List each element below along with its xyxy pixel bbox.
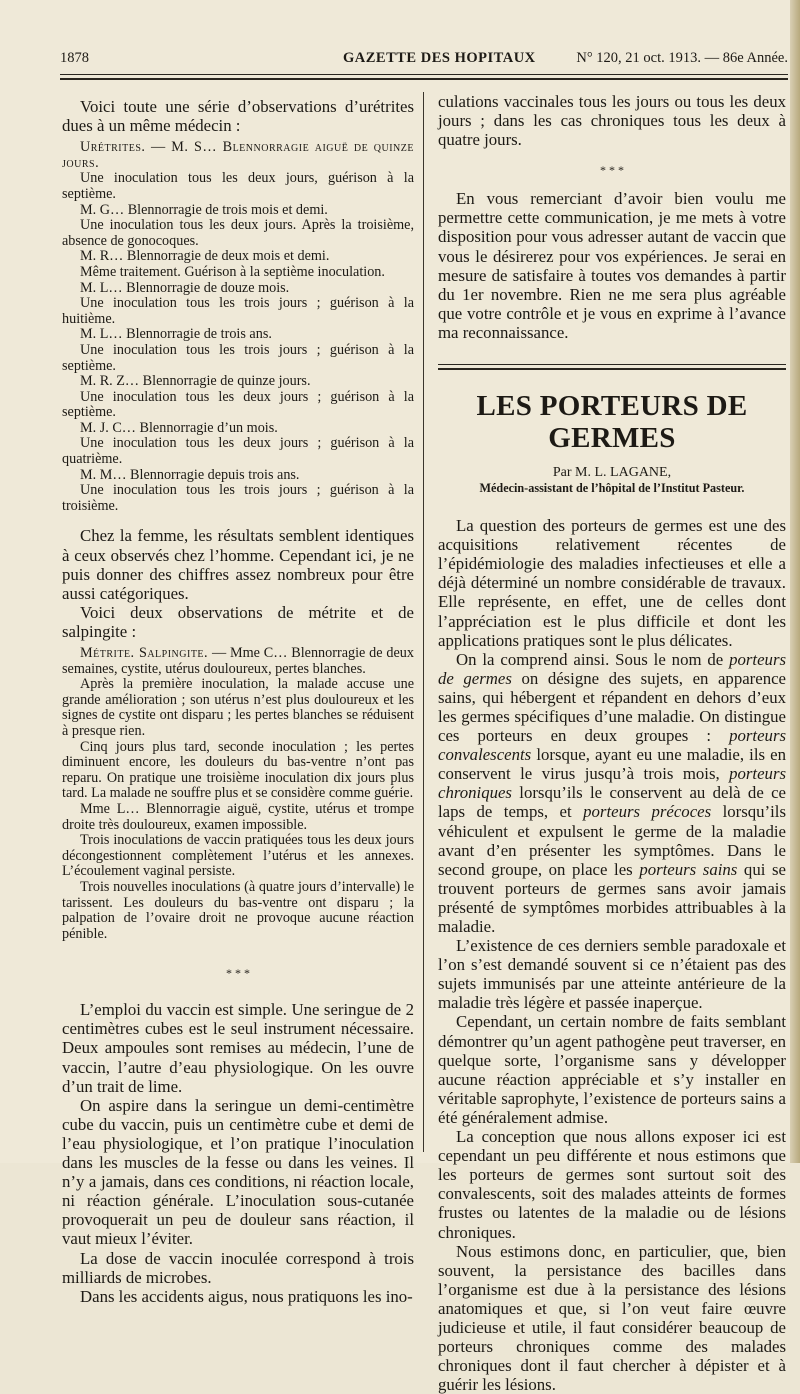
observation-treatment: Une inoculation tous les trois jours ; guérison à la huitième.	[62, 295, 414, 327]
metritis-case-1: Métrite. Salpingite. — Mme C… Blennorragie de deux semaines, cystite, utérus douloureux, pertes blanches.	[62, 645, 414, 677]
right-column	[438, 92, 786, 1394]
thanks-paragraph: En vous remerciant d’avoir bien voulu me permettre cette communication, je me mets à votre disposition pour vous adresser autant de vaccin que vous le désirerez pour vos expériences. Je serai en mesure de satisfaire à toutes vos demandes à partir du 1er novembre. Rien ne me sera plus agréable que votre contrôle et je vous en exprime à l’avance ma reconnaissance.	[438, 189, 786, 342]
left-column	[62, 97, 414, 1306]
issue-info: N° 120, 21 oct. 1913. — 86e Année.	[576, 50, 788, 66]
metritis-paragraph: Après la première inoculation, la malade accuse une grande amélioration ; son utérus n’est plus douloureux et les signes de cystite ont disparu ; les pertes blanches se réduisent à presque rien.	[62, 676, 414, 739]
observation-head: M. M… Blennorragie depuis trois ans.	[80, 466, 300, 483]
header-rule-bottom	[60, 78, 788, 80]
byline: Par M. L. LAGANE,	[552, 465, 672, 481]
intro-paragraph: Voici toute une série d’observations d’urétrites dues à un même médecin :	[62, 97, 414, 136]
article-paragraph: L’existence de ces derniers semble paradoxale et l’on s’est demandé souvent si ce n’étaient pas des sujets immunisés par une atteinte antérieure de la maladie très légère et passée inaperçue.	[438, 936, 786, 1013]
metritis-paragraph: Trois nouvelles inoculations (à quatre jours d’intervalle) le tarissent. Les douleurs du bas-ventre ont disparu ; la palpation de l’ovaire droit ne provoque aucune réaction pénible.	[62, 878, 414, 942]
observation-treatment: Une inoculation tous les trois jours ; guérison à la troisième.	[62, 482, 414, 514]
metritis-observations	[62, 646, 414, 942]
vaccine-paragraph: L’emploi du vaccin est simple. Une seringue de 2 centimètres cubes est le seul instrument nécessaire. Deux ampoules sont remises au médecin, l’une de vaccin, l’autre d’eau physiologique. On les ouvre d’un trait de lime.	[62, 1000, 414, 1096]
publication-title: GAZETTE DES HOPITAUX	[343, 50, 536, 66]
metritis-paragraph: Trois inoculations de vaccin pratiquées tous les deux jours décongestionnent complètement l’utérus et les annexes. L’écoulement vaginal persiste.	[62, 832, 414, 880]
affiliation: Médecin-assistant de l’hôpital de l’Institut Pasteur.	[479, 481, 745, 496]
page-number: 1878	[60, 50, 89, 66]
observation-head: M. J. C… Blennorragie d’un mois.	[80, 419, 278, 436]
observation-treatment: Même traitement. Guérison à la septième inoculation.	[80, 263, 385, 280]
observation-treatment: Une inoculation tous les trois jours ; guérison à la septième.	[62, 341, 414, 374]
metritis-label: Métrite. Salpingite.	[80, 645, 209, 661]
page-edge	[790, 0, 800, 1163]
observation-head: M. R… Blennorragie de deux mois et demi.	[80, 248, 330, 265]
column-divider	[423, 92, 424, 1152]
women-paragraph: Chez la femme, les résultats semblent identiques à ceux observés chez l’homme. Cependant ici, je ne puis donner des chiffres assez nombreux pour être aussi catégoriques.	[62, 526, 414, 603]
vaccine-paragraph: La dose de vaccin inoculée correspond à trois milliards de microbes.	[62, 1248, 414, 1287]
observation-treatment: Une inoculation tous les deux jours ; guérison à la septième.	[62, 388, 414, 421]
observation-treatment: Une inoculation tous les deux jours, guérison à la septième.	[62, 170, 414, 202]
article-paragraph: La question des porteurs de germes est une des acquisitions relativement récentes de l’épidémiologie des maladies infectieuses et elle a déjà déterminé un nombre considérable de travaux. Elle représente, en effet, une de celles dont l’appréciation est le plus difficile et dont les applications pratiques sont le plus délicates.	[438, 516, 786, 650]
article-separator	[438, 364, 786, 370]
observation-treatment: Une inoculation tous les deux jours ; guérison à la quatrième.	[62, 435, 414, 468]
observation-treatment: Une inoculation tous les deux jours. Après la troisième, absence de gonocoques.	[62, 217, 414, 249]
article-paragraph: Cependant, un certain nombre de faits semblant démontrer qu’un agent pathogène peut traverser, en quelque sorte, l’organisme sans y développer aucune réaction appréciable et s’y installer en véritable saprophyte, l’existence de porteurs sains a été généralement admise.	[438, 1012, 786, 1127]
running-header	[60, 50, 788, 72]
section-stars: * * *	[600, 163, 624, 178]
observation-head: M. G… Blennorragie de trois mois et demi.	[80, 201, 328, 218]
observation-head: M. R. Z… Blennorragie de quinze jours.	[80, 373, 311, 390]
vaccine-paragraph: Dans les accidents aigus, nous pratiquons les ino-	[80, 1286, 413, 1306]
observation-head: Urétrites. — M. S… Blennorragie aiguë de quinze jours.	[62, 139, 414, 171]
continuation-paragraph: culations vaccinales tous les jours ou tous les deux jours ; dans les cas chroniques tous les deux à quatre jours.	[438, 92, 786, 150]
header-rule-top	[60, 74, 788, 75]
article-paragraph: On la comprend ainsi. Sous le nom de porteurs de germes on désigne des sujets, en apparence sains, qui hébergent et répandent en dehors d’eux les germes spécifiques d’une maladie. On distingue ces porteurs en deux groupes : porteurs convalescents lorsque, ayant eu une maladie, ils en conservent le virus jusqu’à trois mois, porteurs chroniques lorsqu’ils le conservent au delà de ce laps de temps, et porteurs précoces lorsqu’ils véhiculent et expulsent le germe de la maladie avant d’en présenter les symptômes. Dans le second groupe, on place les porteurs sains qui se trouvent porteurs de germes sans avoir jamais présenté de symptômes morbides attribuables à la maladie.	[438, 649, 786, 936]
observations-list	[62, 140, 414, 514]
metritis-paragraph: Cinq jours plus tard, seconde inoculation ; les pertes diminuent encore, les douleurs du bas-ventre n’ont pas reparu. On pratique une troisième inoculation dix jours plus tard. La malade ne souffre plus et se considère comme guérie.	[62, 738, 414, 802]
women-intro-paragraph: Voici deux observations de métrite et de salpingite :	[62, 602, 414, 641]
observation-head: M. L… Blennorragie de douze mois.	[80, 279, 290, 296]
article-paragraph: La conception que nous allons exposer ici est cependant un peu différente et nous estimons que les porteurs de germes sont surtout soit des convalescents, soit des malades atteints de formes frustes ou latentes de la maladie ou de lésions chroniques.	[438, 1127, 786, 1242]
article-paragraph: Nous estimons donc, en particulier, que, bien souvent, la persistance des bacilles dans l’organisme est due à la persistance des lésions anatomiques et que, si l’on veut faire œuvre judicieuse et utile, il faut considérer beaucoup de porteurs chroniques comme des malades chroniques dont il faut chercher à dépister et à guérir les lésions.	[438, 1241, 786, 1394]
observation-head: M. L… Blennorragie de trois ans.	[80, 326, 272, 343]
article-title: LES PORTEURS DE GERMES	[476, 390, 748, 455]
metritis-case-2: Mme L… Blennorragie aiguë, cystite, utérus et trompe droite très douloureux, examen impossible.	[62, 800, 414, 833]
section-stars: * * *	[226, 966, 250, 981]
vaccine-paragraph: On aspire dans la seringue un demi-centimètre cube du vaccin, puis un centimètre cube et demi de l’eau physiologique, et l’on pratique l’inoculation dans les muscles de la fesse ou dans les veines. Il n’y a jamais, dans ces conditions, ni réaction locale, ni réaction générale. L’inoculation sous-cutanée provoquerait un peu de douleur sans réaction, il vaut mieux l’éviter.	[62, 1095, 414, 1249]
